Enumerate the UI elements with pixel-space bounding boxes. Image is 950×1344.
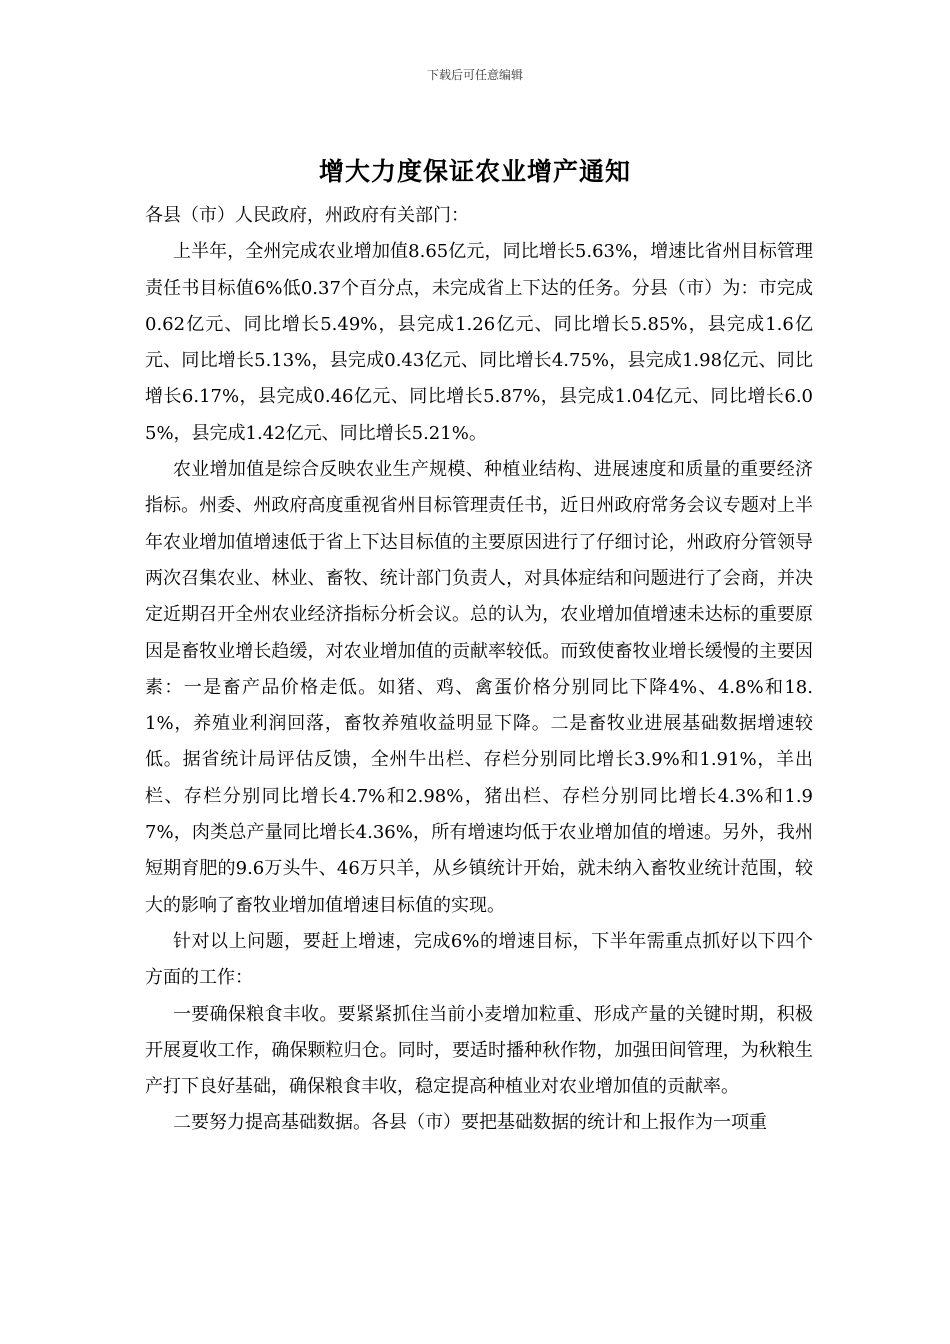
paragraph-tasks-intro: 针对以上问题，要赶上增速，完成6%的增速目标，下半年需重点抓好以下四个方面的工作：: [145, 930, 813, 989]
header-note: 下载后可任意编辑: [426, 68, 523, 82]
paragraph-task-data: 二要努力提高基础数据。各县（市）要把基础数据的统计和上报作为一项重: [173, 1112, 767, 1134]
paragraph-summary: 上半年，全州完成农业增加值8.65亿元，同比增长5.63%，增速比省州目标管理责任书目标值6%低0.37个百分点，未完成省上下达的任务。分县（市）为：市完成0.62亿元、同比增长5.49%，县完成1.26亿元、同比增长5.85%，县完成1.6亿元、同比增长5.13%，县完成0.43亿元、同比增长4.75%，县完成1.98亿元、同比增长6.17%，县完成0.46亿元、同比增长5.87%，县完成1.04亿元、同比增长6.05%，县完成1.42亿元、同比增长5.21%。: [145, 241, 813, 444]
document-body: [145, 198, 813, 1142]
paragraph-task-grain: 一要确保粮食丰收。要紧紧抓住当前小麦增加粒重、形成产量的关键时期，积极开展夏收工作，确保颗粒归仓。同时，要适时播种秋作物，加强田间管理，为秋粮生产打下良好基础，确保粮食丰收，稳定提高种植业对农业增加值的贡献率。: [145, 1003, 813, 1098]
paragraph-analysis: 农业增加值是综合反映农业生产规模、种植业结构、进展速度和质量的重要经济指标。州委、州政府高度重视省州目标管理责任书，近日州政府常务会议专题对上半年农业增加值增速低于省上下达目标值的主要原因进行了仔细讨论，州政府分管领导两次召集农业、林业、畜牧、统计部门负责人，对具体症结和问题进行了会商，并决定近期召开全州农业经济指标分析会议。总的认为，农业增加值增速未达标的重要原因是畜牧业增长趋缓，对农业增加值的贡献率较低。而致使畜牧业增长缓慢的主要因素：一是畜产品价格走低。如猪、鸡、禽蛋价格分别同比下降4%、4.8%和18.1%，养殖业利润回落，畜牧养殖收益明显下降。二是畜牧业进展基础数据增速较低。据省统计局评估反馈，全州牛出栏、存栏分别同比增长3.9%和1.91%，羊出栏、存栏分别同比增长4.7%和2.98%，猪出栏、存栏分别同比增长4.3%和1.97%，肉类总产量同比增长4.36%，所有增速均低于农业增加值的增速。另外，我州短期育肥的9.6万头牛、46万只羊，从乡镇统计开始，就未纳入畜牧业统计范围，较大的影响了畜牧业增加值增速目标值的实现。: [145, 459, 813, 916]
document-title: 增大力度保证农业增产通知: [318, 157, 631, 186]
salutation: 各县（市）人民政府，州政府有关部门：: [145, 205, 469, 226]
